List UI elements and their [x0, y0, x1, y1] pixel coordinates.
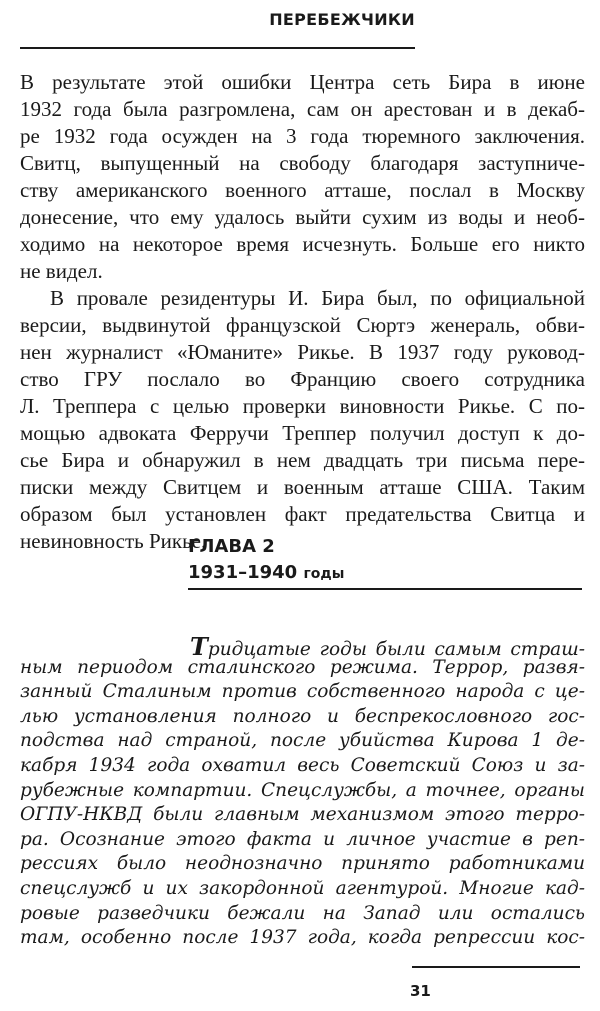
chapter-years [188, 562, 344, 583]
text-line [190, 632, 585, 659]
text-line: образом был установлен факт предательства Свитца и [20, 502, 585, 526]
text-line: там, особенно после 1937 года, когда репрессии кос- [20, 927, 585, 949]
text-line: подства над страной, после убийства Кирова 1 де- [20, 730, 585, 752]
text-line: невиновность Рикье. [20, 529, 207, 553]
text-line: ству американского военного атташе, послал в Москву [20, 178, 585, 202]
text-line: Свитц, выпущенный на свободу благодаря заступниче- [20, 151, 585, 175]
text-line: рессиях было неоднозначно принято работниками [20, 853, 585, 875]
text-line: рубежные компартии. Спецслужбы, а точнее, органы [20, 779, 585, 801]
text-line: 1932 года была разгромлена, сам он арестован и в декаб- [20, 97, 585, 121]
text-line: мощью адвоката Ферручи Треппер получил доступ к до- [20, 421, 585, 445]
text-line: В результате этой ошибки Центра сеть Бира в июне [20, 70, 585, 94]
header-rule [20, 47, 415, 49]
text-line: спецслужб и их закордонной агентурой. Многие кад- [20, 878, 585, 899]
text-line: ОГПУ-НКВД были главным механизмом этого терро- [20, 804, 585, 826]
text-line: ра. Осознание этого факта и личное участие в реп- [20, 828, 585, 850]
drop-letter: Т [190, 632, 208, 661]
text-line: ходимо на некоторое время исчезнуть. Больше его никто [20, 232, 585, 256]
text-line: ным периодом сталинского режима. Террор, развя- [20, 656, 585, 678]
chapter-years-suffix: годы [303, 566, 345, 582]
text-line: донесение, что ему удалось выйти сухим из воды и необ- [20, 205, 585, 229]
chapter-rule [188, 588, 582, 590]
chapter-years-range: 1931–1940 [188, 562, 298, 583]
text-line: ровые разведчики бежали на Запад или остались [20, 902, 585, 924]
text-line: писки между Свитцем и военным атташе США. Таким [20, 475, 585, 499]
text-line: кабря 1934 года охватил весь Советский Союз и за- [20, 755, 585, 776]
text-line: Л. Треппера с целью проверки виновности Рикье. С по- [20, 394, 585, 418]
footer-rule [412, 966, 580, 968]
text-line: нен журналист «Юманите» Рикье. В 1937 году руковод- [20, 340, 585, 364]
text-line: версии, выдвинутой французской Сюртэ женераль, обви- [20, 313, 585, 337]
text-line: В провале резидентуры И. Бира был, по официальной [50, 286, 585, 310]
text-line: занный Сталиным против собственного народа с це- [20, 681, 585, 703]
page-number: 31 [410, 982, 431, 1000]
text-line: ре 1932 года осужден на 3 года тюремного заключения. [20, 124, 585, 148]
text-line: ство ГРУ послало во Францию своего сотрудника [20, 367, 585, 391]
text-line: лью установления полного и беспрекословного гос- [20, 705, 585, 727]
text-line: сье Бира и обнаружил в нем двадцать три письма пере- [20, 448, 585, 472]
chapter-label: ГЛАВА 2 [188, 536, 275, 557]
running-head: ПЕРЕБЕЖЧИКИ [269, 10, 415, 29]
text-line: не видел. [20, 259, 103, 283]
text-line-content: ридцатые годы были самым страш- [207, 639, 585, 660]
